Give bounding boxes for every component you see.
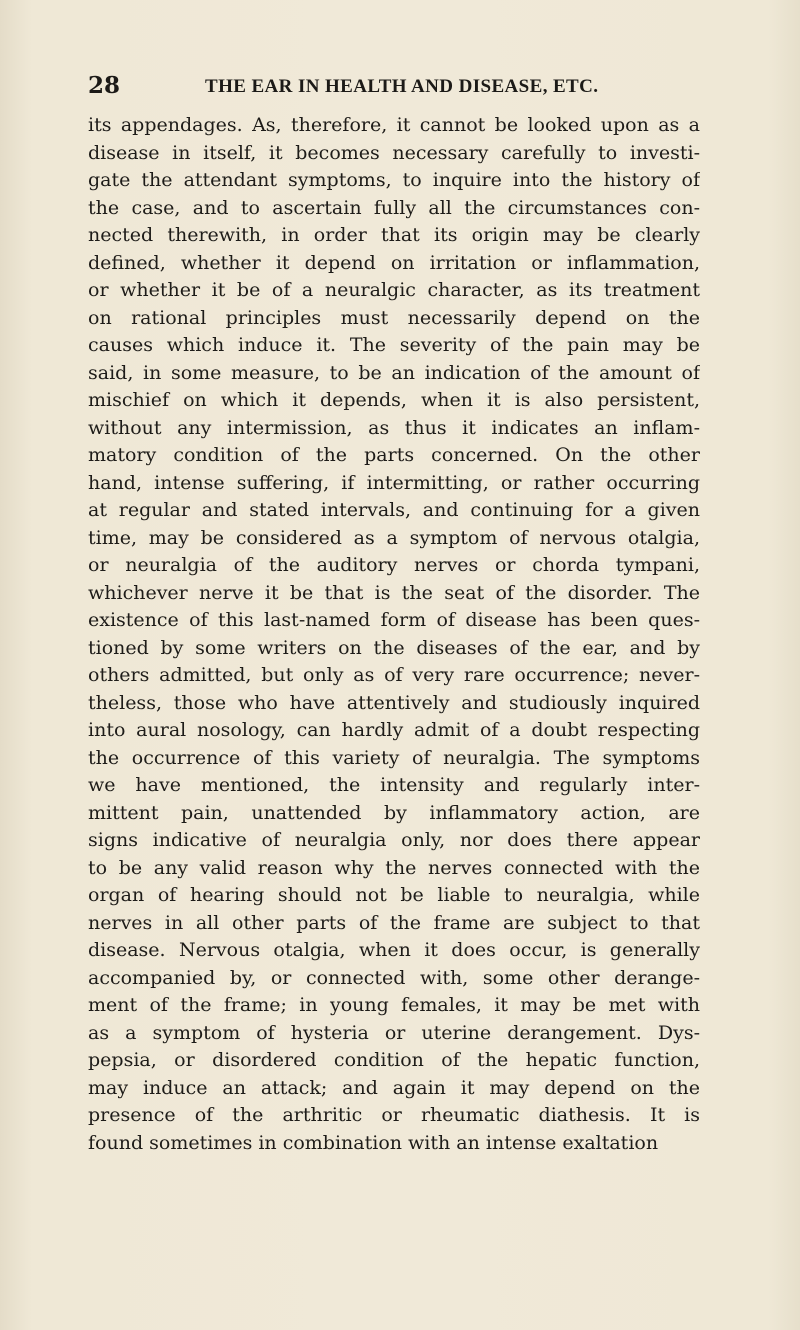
text-line: accompanied by, or connected with, some other derange- — [88, 966, 700, 989]
text-line: the occurrence of this variety of neuralgia. The symptoms — [88, 746, 700, 769]
text-line: ment of the frame; in young females, it may be met with — [88, 994, 700, 1016]
text-line: nerves in all other parts of the frame are subject to that — [88, 911, 700, 934]
text-line: as a symptom of hysteria or uterine derangement. Dys- — [88, 1021, 700, 1044]
text-line: gate the attendant symptoms, to inquire into the history of — [88, 169, 700, 191]
text-line: its appendages. As, therefore, it cannot be looked upon as a — [88, 114, 700, 136]
text-line: organ of hearing should not be liable to neuralgia, while — [88, 884, 700, 906]
text-line: we have mentioned, the intensity and regularly inter- — [88, 774, 700, 796]
body-text — [88, 112, 700, 1157]
text-line: signs indicative of neuralgia only, nor does there appear — [88, 829, 700, 851]
text-line: pepsia, or disordered condition of the hepatic function, — [88, 1049, 700, 1071]
text-line: or neuralgia of the auditory nerves or chorda tympani, — [88, 554, 700, 576]
text-line: hand, intense suffering, if intermitting, or rather occurring — [88, 471, 700, 494]
page-header — [88, 72, 688, 104]
text-line: existence of this last-named form of disease has been ques- — [88, 609, 700, 631]
text-line: causes which induce it. The severity of the pain may be — [88, 334, 700, 356]
text-line: defined, whether it depend on irritation or inflammation, — [88, 251, 700, 274]
text-line: may induce an attack; and again it may depend on the — [88, 1076, 700, 1099]
text-line: time, may be considered as a symptom of nervous otalgia, — [88, 526, 700, 549]
text-line: disease in itself, it becomes necessary carefully to investi- — [88, 141, 700, 164]
text-line: at regular and stated intervals, and continuing for a given — [88, 499, 700, 521]
text-line: without any intermission, as thus it indicates an inflam- — [88, 416, 700, 439]
text-line: said, in some measure, to be an indication of the amount of — [88, 361, 700, 384]
page-number: 28 — [88, 72, 121, 99]
text-line: found sometimes in combination with an intense exaltation — [88, 1131, 659, 1154]
text-line: whichever nerve it be that is the seat of the disorder. The — [88, 581, 700, 604]
text-line: on rational principles must necessarily depend on the — [88, 306, 700, 329]
text-line: mittent pain, unattended by inflammatory action, are — [88, 801, 700, 824]
text-line: tioned by some writers on the diseases of the ear, and by — [88, 636, 700, 659]
text-line: matory condition of the parts concerned. On the other — [88, 444, 700, 466]
text-line: mischief on which it depends, when it is also persistent, — [88, 389, 700, 411]
text-line: the case, and to ascertain fully all the circumstances con- — [88, 196, 700, 219]
text-line: into aural nosology, can hardly admit of a doubt respecting — [88, 719, 700, 741]
text-line: presence of the arthritic or rheumatic diathesis. It is — [88, 1104, 700, 1126]
text-line: or whether it be of a neuralgic character, as its treatment — [88, 279, 700, 301]
text-line: others admitted, but only as of very rare occurrence; never- — [88, 664, 700, 686]
text-line: to be any valid reason why the nerves connected with the — [88, 856, 700, 879]
text-line: disease. Nervous otalgia, when it does occur, is generally — [88, 939, 700, 961]
text-line: nected therewith, in order that its origin may be clearly — [88, 224, 700, 246]
running-head: THE EAR IN HEALTH AND DISEASE, ETC. — [205, 76, 599, 97]
text-line: theless, those who have attentively and studiously inquired — [88, 691, 700, 714]
